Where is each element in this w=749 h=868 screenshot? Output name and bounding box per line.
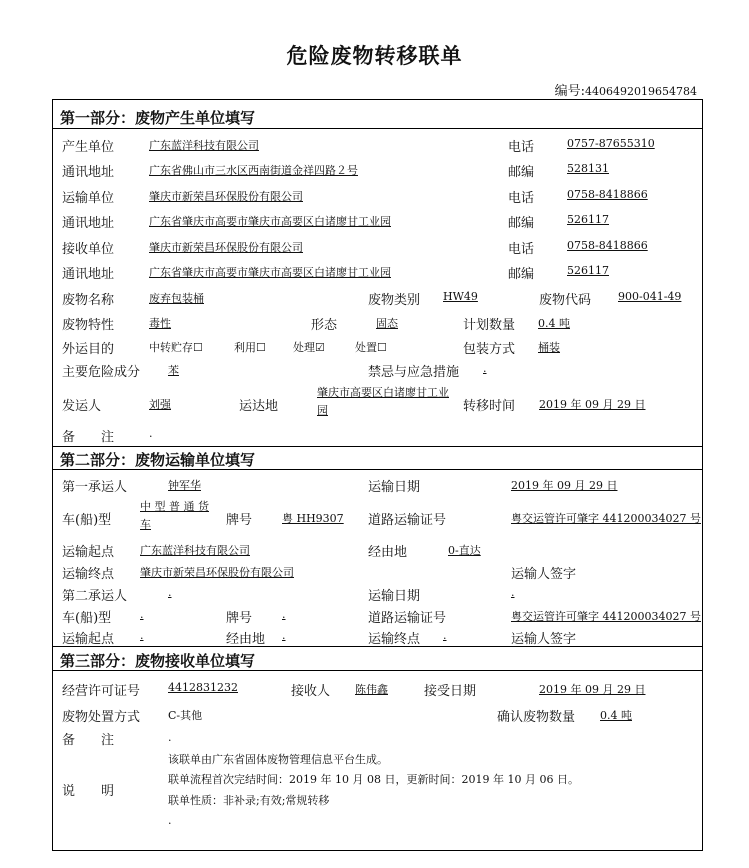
part1-heading: 第一部分：废物产生单位填写 [60,109,256,127]
recipient-value: 陈伟鑫 [355,683,388,696]
form-value: 固态 [376,317,398,330]
phone3-value: 0758-8418866 [567,239,648,252]
carrier2-label: 第二承运人 [62,589,128,604]
shipper-value: 刘强 [149,398,171,411]
vehicle2-label: 车(船)型 [62,611,112,626]
receiver-label: 接收单位 [62,242,115,257]
post1-value: 528131 [567,162,609,175]
remark1-value: . [149,427,153,440]
vehicle2-value: . [140,608,144,621]
remark1-label: 备 注 [62,430,115,445]
addr2-label: 通讯地址 [62,216,115,231]
plan-qty-label: 计划数量 [463,318,516,333]
divider-part1 [52,128,703,129]
waste-name-label: 废物名称 [62,293,115,308]
date1-value: 2019 年 09 月 29 日 [511,479,618,492]
post2-label: 邮编 [508,216,535,231]
via2-value: . [282,629,286,642]
waste-name-value: 废弃包装桶 [149,292,204,305]
confirm-qty-label: 确认废物数量 [497,710,576,725]
divider-part2-top [52,446,703,447]
transport-label: 运输单位 [62,191,115,206]
transfer-time-value: 2019 年 09 月 29 日 [539,398,646,411]
remark3-value: . [168,731,172,744]
producer-label: 产生单位 [62,140,115,155]
vehicle-label: 车(船)型 [62,513,112,528]
serial-number [555,80,697,99]
serial-value: 4406492019654784 [585,85,697,98]
phone3-label: 电话 [508,242,535,257]
form-label: 形态 [311,318,338,333]
permit2-value: 粤交运管许可肇字 441200034027 号 [511,610,701,623]
license-label: 经营许可证号 [62,684,141,699]
date2-value: . [511,586,515,599]
property-value: 毒性 [149,317,171,330]
waste-code-value: 900-041-49 [618,290,682,303]
phone2-value: 0758-8418866 [567,188,648,201]
dest-label: 运达地 [239,399,279,414]
post1-label: 邮编 [508,165,535,180]
method-label: 废物处置方式 [62,710,141,725]
carrier2-value: . [168,586,172,599]
permit-label: 道路运输证号 [368,513,447,528]
carrier1-label: 第一承运人 [62,480,128,495]
purpose-option-use: 利用☐ [234,341,266,354]
date1-label: 运输日期 [368,480,421,495]
pack-value: 桶装 [538,341,560,354]
pack-label: 包装方式 [463,342,516,357]
sign-label: 运输人签字 [511,567,577,582]
via-label: 经由地 [368,545,408,560]
dest-value: 肇庆市高要区白诸廖甘工业园 [317,386,449,417]
date2-label: 运输日期 [368,589,421,604]
end2-label: 运输终点 [368,632,421,647]
taboo-label: 禁忌与应急措施 [368,365,460,380]
start2-label: 运输起点 [62,632,115,647]
hazard-label: 主要危险成分 [62,365,141,380]
note-label: 说 明 [62,784,115,799]
page-title: 危险废物转移联单 [286,44,463,68]
addr2-value: 广东省肇庆市高要市肇庆市高要区白诸廖甘工业园 [149,215,391,228]
note-line-4: . [168,814,172,827]
phone2-label: 电话 [508,191,535,206]
plate-label: 牌号 [226,513,253,528]
purpose-option-storage: 中转贮存☐ [149,341,203,354]
receiver-value: 肇庆市新荣昌环保股份有限公司 [149,241,303,254]
purpose-label: 外运目的 [62,342,115,357]
property-label: 废物特性 [62,318,115,333]
permit-value: 粤交运管许可肇字 441200034027 号 [511,512,701,525]
waste-type-label: 废物类别 [368,293,421,308]
waste-type-value: HW49 [443,290,478,303]
note-line-2: 联单流程首次完结时间：2019 年 10 月 08 日，更新时间：2019 年 10 月 06 日。 [168,773,579,786]
plate2-label: 牌号 [226,611,253,626]
taboo-value: . [483,362,487,375]
recv-date-label: 接受日期 [424,684,477,699]
recv-date-value: 2019 年 09 月 29 日 [539,683,646,696]
start-label: 运输起点 [62,545,115,560]
start-value: 广东蓝洋科技有限公司 [140,544,250,557]
end-label: 运输终点 [62,567,115,582]
phone1-value: 0757-87655310 [567,137,655,150]
addr3-value: 广东省肇庆市高要市肇庆市高要区白诸廖甘工业园 [149,266,391,279]
plate2-value: . [282,608,286,621]
sign2-label: 运输人签字 [511,632,577,647]
part3-heading: 第三部分：废物接收单位填写 [60,652,256,670]
post3-label: 邮编 [508,267,535,282]
start2-value: . [140,629,144,642]
plate-value: 粤 HH9307 [282,512,344,525]
vehicle-value: 中 型 普 通 货 车 [140,500,209,531]
hazard-value: 苯 [168,364,179,377]
license-value: 4412831232 [168,681,238,694]
addr1-value: 广东省佛山市三水区西南街道金祥四路２号 [149,164,358,177]
phone1-label: 电话 [508,140,535,155]
waste-code-label: 废物代码 [539,293,592,308]
note-line-3: 联单性质：非补录;有效;常规转移 [168,794,330,807]
via-value: 0-直达 [448,544,481,557]
post3-value: 526117 [567,264,609,277]
transport-value: 肇庆市新荣昌环保股份有限公司 [149,190,303,203]
purpose-option-treatment: 处理☑ [293,341,325,354]
remark3-label: 备 注 [62,733,115,748]
transfer-time-label: 转移时间 [463,399,516,414]
note-line-1: 该联单由广东省固体废物管理信息平台生成。 [168,753,388,766]
method-value: C-其他 [168,709,203,722]
recipient-label: 接收人 [291,684,331,699]
permit2-label: 道路运输证号 [368,611,447,626]
end2-value: . [443,629,447,642]
confirm-qty-value: 0.4 吨 [600,709,632,722]
plan-qty-value: 0.4 吨 [538,317,570,330]
via2-label: 经由地 [226,632,266,647]
addr1-label: 通讯地址 [62,165,115,180]
producer-value: 广东蓝洋科技有限公司 [149,139,259,152]
end-value: 肇庆市新荣昌环保股份有限公司 [140,566,294,579]
shipper-label: 发运人 [62,399,102,414]
addr3-label: 通讯地址 [62,267,115,282]
purpose-option-disposal: 处置☐ [355,341,387,354]
post2-value: 526117 [567,213,609,226]
form-frame [52,99,703,851]
part2-heading: 第二部分：废物运输单位填写 [60,451,256,469]
carrier1-value: 钟军华 [168,479,201,492]
serial-label: 编号: [554,84,586,99]
